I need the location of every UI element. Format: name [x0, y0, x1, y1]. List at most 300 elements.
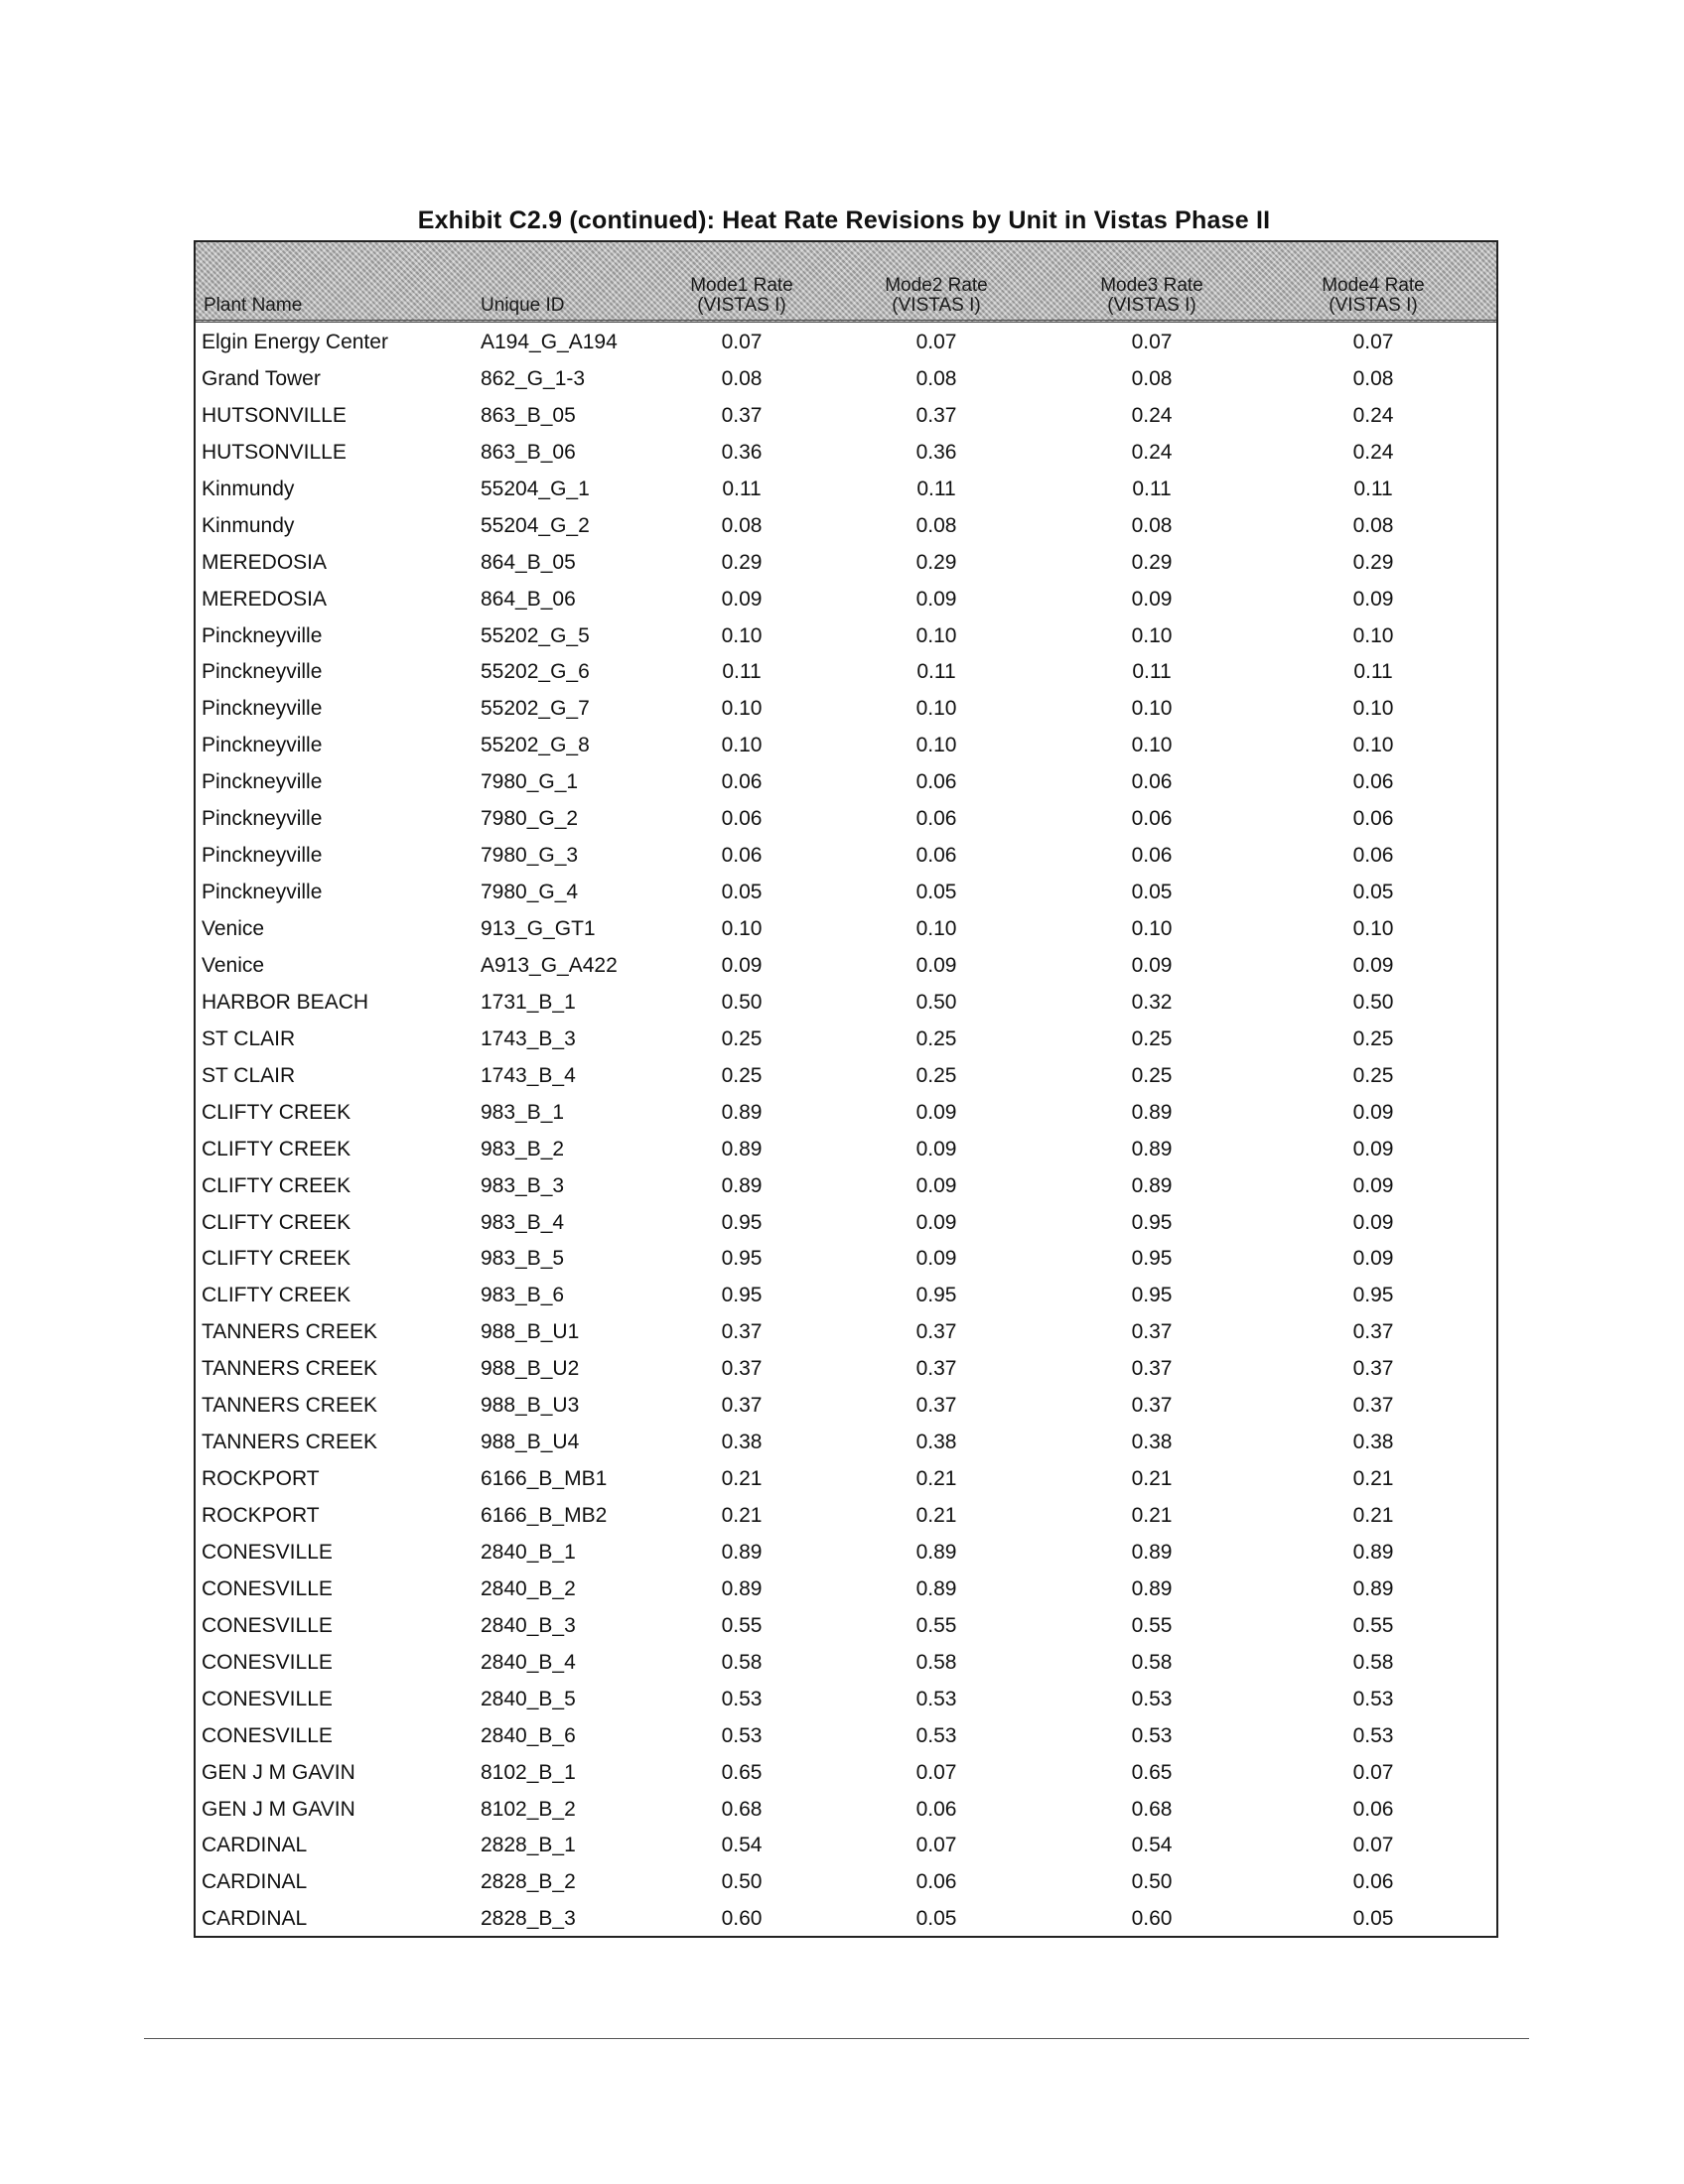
cell-plant-name: Venice [202, 953, 265, 977]
table-row [196, 1459, 1496, 1496]
cell-mode1-rate: 0.95 [721, 1247, 763, 1271]
cell-mode2-rate: 0.10 [915, 697, 957, 721]
cell-unique-id: 8102_B_2 [481, 1797, 576, 1821]
cell-mode3-rate: 0.11 [1132, 660, 1172, 684]
cell-mode3-rate: 0.09 [1131, 587, 1173, 611]
cell-mode3-rate: 0.54 [1131, 1834, 1173, 1857]
cell-plant-name: CLIFTY CREEK [202, 1247, 351, 1271]
cell-plant-name: Venice [202, 917, 265, 940]
cell-mode2-rate: 0.07 [915, 1834, 957, 1857]
cell-plant-name: Kinmundy [202, 477, 295, 500]
cell-mode1-rate: 0.89 [721, 1137, 763, 1160]
cell-mode3-rate: 0.50 [1131, 1870, 1173, 1894]
cell-mode2-rate: 0.37 [915, 1357, 957, 1381]
cell-mode2-rate: 0.06 [915, 844, 957, 868]
cell-plant-name: CLIFTY CREEK [202, 1284, 351, 1307]
cell-mode4-rate: 0.11 [1353, 660, 1393, 684]
cell-plant-name: CLIFTY CREEK [202, 1100, 351, 1124]
cell-mode3-rate: 0.10 [1131, 697, 1173, 721]
cell-plant-name: HARBOR BEACH [202, 990, 369, 1014]
cell-mode3-rate: 0.10 [1131, 734, 1173, 757]
cell-unique-id: 913_G_GT1 [481, 917, 596, 940]
table-row [196, 1570, 1496, 1606]
cell-mode1-rate: 0.50 [721, 1870, 763, 1894]
cell-unique-id: 2828_B_3 [481, 1907, 576, 1931]
cell-mode4-rate: 0.07 [1352, 1760, 1394, 1784]
cell-mode3-rate: 0.55 [1131, 1613, 1173, 1637]
cell-mode3-rate: 0.95 [1131, 1284, 1173, 1307]
cell-unique-id: 983_B_2 [481, 1137, 565, 1160]
cell-mode1-rate: 0.11 [722, 477, 762, 500]
cell-mode2-rate: 0.10 [915, 623, 957, 647]
table-row [196, 543, 1496, 580]
cell-mode2-rate: 0.06 [915, 770, 957, 794]
cell-mode2-rate: 0.37 [915, 1320, 957, 1344]
cell-mode2-rate: 0.53 [915, 1687, 957, 1710]
table-row [196, 1496, 1496, 1533]
cell-plant-name: Pinckneyville [202, 881, 323, 904]
table-row [196, 506, 1496, 543]
cell-unique-id: 55204_G_2 [481, 513, 590, 537]
table-row [196, 1643, 1496, 1680]
cell-mode4-rate: 0.53 [1352, 1687, 1394, 1710]
cell-unique-id: 55202_G_6 [481, 660, 590, 684]
cell-mode4-rate: 0.29 [1352, 550, 1394, 574]
table-row [196, 1020, 1496, 1056]
table-row [196, 1716, 1496, 1753]
cell-mode1-rate: 0.89 [721, 1100, 763, 1124]
cell-plant-name: Pinckneyville [202, 697, 323, 721]
cell-mode3-rate: 0.07 [1131, 331, 1173, 353]
cell-mode4-rate: 0.10 [1352, 697, 1394, 721]
cell-plant-name: HUTSONVILLE [202, 440, 347, 464]
cell-mode4-rate: 0.53 [1352, 1723, 1394, 1747]
cell-plant-name: TANNERS CREEK [202, 1357, 377, 1381]
table-row [196, 1239, 1496, 1276]
cell-mode1-rate: 0.10 [721, 917, 763, 940]
table-row [196, 836, 1496, 873]
cell-plant-name: GEN J M GAVIN [202, 1760, 355, 1784]
table-row [196, 1790, 1496, 1827]
cell-mode1-rate: 0.05 [721, 881, 763, 904]
cell-mode3-rate: 0.89 [1131, 1576, 1173, 1600]
table-row [196, 1130, 1496, 1166]
cell-mode2-rate: 0.36 [915, 440, 957, 464]
cell-mode2-rate: 0.21 [915, 1467, 957, 1491]
table-row [196, 359, 1496, 396]
cell-mode2-rate: 0.09 [915, 1247, 957, 1271]
cell-mode1-rate: 0.89 [721, 1173, 763, 1197]
cell-unique-id: 2840_B_1 [481, 1540, 576, 1564]
table-row [196, 433, 1496, 470]
cell-mode2-rate: 0.89 [915, 1576, 957, 1600]
cell-mode2-rate: 0.09 [915, 1100, 957, 1124]
cell-mode3-rate: 0.37 [1131, 1394, 1173, 1418]
cell-unique-id: 2840_B_6 [481, 1723, 576, 1747]
cell-mode4-rate: 0.38 [1352, 1431, 1394, 1454]
cell-mode4-rate: 0.58 [1352, 1650, 1394, 1674]
table-header [196, 242, 1496, 323]
cell-mode4-rate: 0.09 [1352, 1247, 1394, 1271]
cell-unique-id: 55202_G_5 [481, 623, 590, 647]
cell-mode4-rate: 0.10 [1352, 734, 1394, 757]
cell-mode1-rate: 0.06 [721, 807, 763, 831]
cell-plant-name: MEREDOSIA [202, 550, 328, 574]
cell-mode3-rate: 0.21 [1131, 1467, 1173, 1491]
cell-mode4-rate: 0.10 [1352, 917, 1394, 940]
cell-mode1-rate: 0.10 [721, 734, 763, 757]
cell-mode1-rate: 0.95 [721, 1210, 763, 1234]
table-row [196, 1093, 1496, 1130]
cell-mode1-rate: 0.65 [721, 1760, 763, 1784]
cell-mode3-rate: 0.08 [1131, 513, 1173, 537]
cell-mode1-rate: 0.58 [721, 1650, 763, 1674]
cell-mode3-rate: 0.09 [1131, 953, 1173, 977]
cell-mode1-rate: 0.37 [721, 403, 763, 427]
cell-unique-id: 2840_B_5 [481, 1687, 576, 1710]
cell-mode1-rate: 0.11 [722, 660, 762, 684]
cell-mode4-rate: 0.07 [1352, 331, 1394, 353]
table-row [196, 1312, 1496, 1349]
cell-mode2-rate: 0.25 [915, 1026, 957, 1050]
cell-plant-name: MEREDOSIA [202, 587, 328, 611]
cell-mode3-rate: 0.10 [1131, 917, 1173, 940]
cell-plant-name: CONESVILLE [202, 1650, 333, 1674]
cell-mode4-rate: 0.10 [1352, 623, 1394, 647]
cell-mode1-rate: 0.50 [721, 990, 763, 1014]
cell-mode4-rate: 0.55 [1352, 1613, 1394, 1637]
cell-plant-name: CLIFTY CREEK [202, 1137, 351, 1160]
cell-plant-name: TANNERS CREEK [202, 1320, 377, 1344]
cell-plant-name: Kinmundy [202, 513, 295, 537]
cell-mode3-rate: 0.24 [1131, 440, 1173, 464]
cell-mode4-rate: 0.06 [1352, 770, 1394, 794]
cell-mode4-rate: 0.25 [1352, 1063, 1394, 1087]
cell-mode2-rate: 0.38 [915, 1431, 957, 1454]
cell-mode4-rate: 0.95 [1352, 1284, 1394, 1307]
cell-plant-name: CLIFTY CREEK [202, 1173, 351, 1197]
cell-mode2-rate: 0.09 [915, 953, 957, 977]
cell-mode4-rate: 0.08 [1352, 513, 1394, 537]
cell-mode2-rate: 0.55 [915, 1613, 957, 1637]
cell-mode1-rate: 0.09 [721, 587, 763, 611]
cell-mode1-rate: 0.25 [721, 1063, 763, 1087]
cell-plant-name: CARDINAL [202, 1907, 308, 1931]
cell-mode4-rate: 0.21 [1352, 1467, 1394, 1491]
cell-mode4-rate: 0.09 [1352, 1137, 1394, 1160]
cell-mode4-rate: 0.24 [1352, 403, 1394, 427]
table-row [196, 1826, 1496, 1862]
cell-mode4-rate: 0.06 [1352, 1870, 1394, 1894]
cell-mode2-rate: 0.95 [915, 1284, 957, 1307]
cell-mode3-rate: 0.29 [1131, 550, 1173, 574]
cell-mode2-rate: 0.05 [915, 881, 957, 904]
cell-mode1-rate: 0.09 [721, 953, 763, 977]
cell-mode4-rate: 0.05 [1352, 881, 1394, 904]
cell-mode4-rate: 0.37 [1352, 1357, 1394, 1381]
cell-unique-id: 1731_B_1 [481, 990, 576, 1014]
cell-mode4-rate: 0.06 [1352, 1797, 1394, 1821]
cell-mode1-rate: 0.37 [721, 1357, 763, 1381]
cell-mode3-rate: 0.11 [1132, 477, 1172, 500]
cell-unique-id: 864_B_06 [481, 587, 576, 611]
table-row [196, 396, 1496, 433]
cell-unique-id: 983_B_4 [481, 1210, 565, 1234]
cell-mode3-rate: 0.65 [1131, 1760, 1173, 1784]
header-mode4-rate: Mode4 Rate (VISTAS I) [1322, 275, 1425, 316]
cell-unique-id: 6166_B_MB1 [481, 1467, 608, 1491]
heat-rate-table [194, 240, 1498, 1938]
table-row [196, 1753, 1496, 1790]
cell-mode3-rate: 0.06 [1131, 844, 1173, 868]
cell-plant-name: Pinckneyville [202, 660, 323, 684]
cell-plant-name: Pinckneyville [202, 734, 323, 757]
cell-mode4-rate: 0.09 [1352, 587, 1394, 611]
cell-mode3-rate: 0.95 [1131, 1210, 1173, 1234]
cell-plant-name: Elgin Energy Center [202, 331, 388, 353]
cell-mode3-rate: 0.06 [1131, 807, 1173, 831]
cell-mode4-rate: 0.50 [1352, 990, 1394, 1014]
cell-plant-name: CONESVILLE [202, 1540, 333, 1564]
footer-rule [144, 2038, 1529, 2039]
cell-unique-id: 988_B_U4 [481, 1431, 580, 1454]
cell-mode4-rate: 0.21 [1352, 1504, 1394, 1527]
table-row [196, 1386, 1496, 1423]
cell-plant-name: CONESVILLE [202, 1687, 333, 1710]
cell-mode3-rate: 0.25 [1131, 1063, 1173, 1087]
header-mode3-rate: Mode3 Rate (VISTAS I) [1100, 275, 1203, 316]
cell-mode1-rate: 0.60 [721, 1907, 763, 1931]
cell-mode2-rate: 0.29 [915, 550, 957, 574]
cell-mode2-rate: 0.06 [915, 1870, 957, 1894]
header-plant-name: Plant Name [204, 295, 303, 316]
table-row [196, 946, 1496, 983]
cell-unique-id: 988_B_U3 [481, 1394, 580, 1418]
cell-mode2-rate: 0.09 [915, 587, 957, 611]
cell-unique-id: 55202_G_8 [481, 734, 590, 757]
cell-mode1-rate: 0.06 [721, 770, 763, 794]
cell-unique-id: 983_B_1 [481, 1100, 565, 1124]
cell-mode1-rate: 0.10 [721, 697, 763, 721]
cell-unique-id: 7980_G_1 [481, 770, 579, 794]
cell-unique-id: 983_B_6 [481, 1284, 565, 1307]
table-row [196, 1899, 1496, 1936]
cell-mode2-rate: 0.11 [916, 477, 956, 500]
cell-mode3-rate: 0.53 [1131, 1687, 1173, 1710]
cell-mode2-rate: 0.06 [915, 1797, 957, 1821]
cell-unique-id: A913_G_A422 [481, 953, 618, 977]
cell-mode1-rate: 0.55 [721, 1613, 763, 1637]
cell-mode1-rate: 0.38 [721, 1431, 763, 1454]
table-row [196, 799, 1496, 836]
cell-unique-id: 988_B_U2 [481, 1357, 580, 1381]
cell-mode1-rate: 0.68 [721, 1797, 763, 1821]
cell-mode3-rate: 0.95 [1131, 1247, 1173, 1271]
cell-unique-id: 55204_G_1 [481, 477, 590, 500]
cell-mode4-rate: 0.09 [1352, 1100, 1394, 1124]
cell-mode1-rate: 0.07 [721, 331, 763, 353]
cell-mode2-rate: 0.10 [915, 917, 957, 940]
cell-unique-id: 983_B_5 [481, 1247, 565, 1271]
header-mode2-rate: Mode2 Rate (VISTAS I) [885, 275, 988, 316]
cell-unique-id: 7980_G_2 [481, 807, 579, 831]
cell-plant-name: GEN J M GAVIN [202, 1797, 355, 1821]
cell-mode1-rate: 0.08 [721, 366, 763, 390]
cell-unique-id: 55202_G_7 [481, 697, 590, 721]
cell-mode3-rate: 0.58 [1131, 1650, 1173, 1674]
cell-mode1-rate: 0.37 [721, 1394, 763, 1418]
cell-mode2-rate: 0.09 [915, 1173, 957, 1197]
cell-mode3-rate: 0.05 [1131, 881, 1173, 904]
table-row [196, 470, 1496, 506]
cell-unique-id: 862_G_1-3 [481, 366, 586, 390]
cell-unique-id: 2828_B_1 [481, 1834, 576, 1857]
cell-mode1-rate: 0.53 [721, 1687, 763, 1710]
cell-plant-name: ROCKPORT [202, 1467, 320, 1491]
cell-mode1-rate: 0.54 [721, 1834, 763, 1857]
table-row [196, 323, 1496, 359]
cell-mode4-rate: 0.06 [1352, 807, 1394, 831]
table-row [196, 616, 1496, 653]
table-row [196, 762, 1496, 799]
header-unique-id: Unique ID [481, 295, 565, 316]
cell-mode3-rate: 0.89 [1131, 1540, 1173, 1564]
table-row [196, 1533, 1496, 1570]
cell-plant-name: Pinckneyville [202, 844, 323, 868]
cell-plant-name: Pinckneyville [202, 807, 323, 831]
cell-mode3-rate: 0.89 [1131, 1173, 1173, 1197]
cell-mode1-rate: 0.37 [721, 1320, 763, 1344]
cell-mode3-rate: 0.37 [1131, 1320, 1173, 1344]
cell-mode4-rate: 0.09 [1352, 1173, 1394, 1197]
cell-mode3-rate: 0.21 [1131, 1504, 1173, 1527]
cell-unique-id: 7980_G_4 [481, 881, 579, 904]
cell-mode2-rate: 0.58 [915, 1650, 957, 1674]
cell-plant-name: TANNERS CREEK [202, 1431, 377, 1454]
cell-mode2-rate: 0.53 [915, 1723, 957, 1747]
cell-mode2-rate: 0.11 [916, 660, 956, 684]
cell-mode4-rate: 0.37 [1352, 1394, 1394, 1418]
cell-mode2-rate: 0.21 [915, 1504, 957, 1527]
cell-mode2-rate: 0.10 [915, 734, 957, 757]
cell-unique-id: 7980_G_3 [481, 844, 579, 868]
cell-mode2-rate: 0.07 [915, 1760, 957, 1784]
table-row [196, 1056, 1496, 1093]
table-row [196, 689, 1496, 726]
cell-mode4-rate: 0.09 [1352, 1210, 1394, 1234]
cell-mode3-rate: 0.10 [1131, 623, 1173, 647]
cell-mode2-rate: 0.37 [915, 403, 957, 427]
cell-unique-id: 2840_B_2 [481, 1576, 576, 1600]
cell-unique-id: 988_B_U1 [481, 1320, 580, 1344]
cell-mode4-rate: 0.25 [1352, 1026, 1394, 1050]
cell-mode1-rate: 0.36 [721, 440, 763, 464]
cell-plant-name: CONESVILLE [202, 1576, 333, 1600]
cell-plant-name: Pinckneyville [202, 623, 323, 647]
cell-mode2-rate: 0.08 [915, 513, 957, 537]
table-row [196, 580, 1496, 616]
cell-mode3-rate: 0.89 [1131, 1137, 1173, 1160]
cell-plant-name: ROCKPORT [202, 1504, 320, 1527]
table-row [196, 1680, 1496, 1716]
cell-unique-id: 983_B_3 [481, 1173, 565, 1197]
cell-mode1-rate: 0.10 [721, 623, 763, 647]
cell-mode1-rate: 0.08 [721, 513, 763, 537]
table-row [196, 1349, 1496, 1386]
cell-mode2-rate: 0.09 [915, 1137, 957, 1160]
cell-mode2-rate: 0.08 [915, 366, 957, 390]
cell-plant-name: CONESVILLE [202, 1723, 333, 1747]
cell-unique-id: 1743_B_4 [481, 1063, 576, 1087]
cell-mode4-rate: 0.11 [1353, 477, 1393, 500]
cell-mode3-rate: 0.24 [1131, 403, 1173, 427]
cell-mode2-rate: 0.05 [915, 1907, 957, 1931]
cell-mode1-rate: 0.06 [721, 844, 763, 868]
cell-mode2-rate: 0.06 [915, 807, 957, 831]
table-row [196, 983, 1496, 1020]
cell-plant-name: ST CLAIR [202, 1063, 296, 1087]
cell-unique-id: 2840_B_3 [481, 1613, 576, 1637]
cell-mode1-rate: 0.89 [721, 1540, 763, 1564]
cell-plant-name: CARDINAL [202, 1870, 308, 1894]
cell-mode4-rate: 0.05 [1352, 1907, 1394, 1931]
cell-mode3-rate: 0.89 [1131, 1100, 1173, 1124]
table-row [196, 1203, 1496, 1240]
cell-unique-id: 864_B_05 [481, 550, 576, 574]
cell-plant-name: TANNERS CREEK [202, 1394, 377, 1418]
cell-mode2-rate: 0.50 [915, 990, 957, 1014]
cell-unique-id: A194_G_A194 [481, 331, 618, 353]
cell-mode4-rate: 0.09 [1352, 953, 1394, 977]
cell-plant-name: HUTSONVILLE [202, 403, 347, 427]
cell-mode3-rate: 0.60 [1131, 1907, 1173, 1931]
cell-mode4-rate: 0.07 [1352, 1834, 1394, 1857]
table-row [196, 652, 1496, 689]
cell-mode1-rate: 0.21 [721, 1467, 763, 1491]
table-row [196, 873, 1496, 909]
cell-mode1-rate: 0.25 [721, 1026, 763, 1050]
cell-mode4-rate: 0.08 [1352, 366, 1394, 390]
cell-mode1-rate: 0.21 [721, 1504, 763, 1527]
cell-mode3-rate: 0.38 [1131, 1431, 1173, 1454]
cell-mode3-rate: 0.06 [1131, 770, 1173, 794]
table-row [196, 1606, 1496, 1643]
cell-mode3-rate: 0.08 [1131, 366, 1173, 390]
cell-mode3-rate: 0.32 [1131, 990, 1173, 1014]
cell-plant-name: CLIFTY CREEK [202, 1210, 351, 1234]
table-row [196, 1862, 1496, 1899]
cell-unique-id: 863_B_05 [481, 403, 576, 427]
cell-mode3-rate: 0.25 [1131, 1026, 1173, 1050]
cell-unique-id: 8102_B_1 [481, 1760, 576, 1784]
cell-mode4-rate: 0.06 [1352, 844, 1394, 868]
table-row [196, 909, 1496, 946]
cell-mode4-rate: 0.24 [1352, 440, 1394, 464]
cell-mode3-rate: 0.53 [1131, 1723, 1173, 1747]
cell-mode1-rate: 0.29 [721, 550, 763, 574]
header-mode1-rate: Mode1 Rate (VISTAS I) [690, 275, 793, 316]
cell-plant-name: Grand Tower [202, 366, 321, 390]
cell-unique-id: 863_B_06 [481, 440, 576, 464]
cell-plant-name: Pinckneyville [202, 770, 323, 794]
cell-mode2-rate: 0.09 [915, 1210, 957, 1234]
cell-mode2-rate: 0.07 [915, 331, 957, 353]
cell-plant-name: CONESVILLE [202, 1613, 333, 1637]
cell-unique-id: 1743_B_3 [481, 1026, 576, 1050]
cell-mode1-rate: 0.53 [721, 1723, 763, 1747]
cell-plant-name: CARDINAL [202, 1834, 308, 1857]
cell-mode2-rate: 0.89 [915, 1540, 957, 1564]
